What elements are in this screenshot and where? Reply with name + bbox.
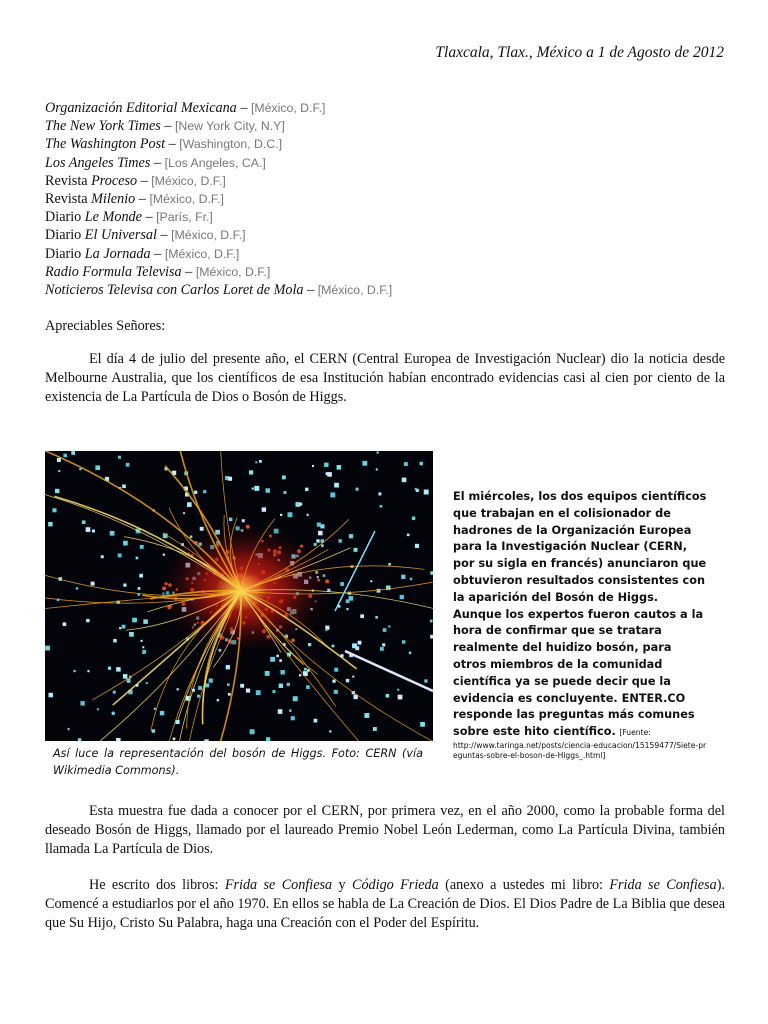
recipient-dash: –: [165, 136, 180, 153]
detector-hit: [86, 619, 89, 622]
detector-hit: [250, 729, 255, 734]
detector-hit: [354, 548, 358, 552]
detector-hit: [95, 465, 100, 470]
detector-hit: [340, 582, 344, 586]
detector-hit: [142, 650, 146, 654]
detector-hit: [143, 619, 147, 623]
detector-hit: [314, 719, 318, 723]
date-line: Tlaxcala, Tlax., México a 1 de Agosto de 2012: [435, 44, 724, 61]
recipient-dash: –: [150, 154, 165, 171]
detector-hit: [388, 563, 391, 566]
detector-hit: [326, 472, 329, 475]
recipient-dash: –: [156, 227, 172, 244]
detector-hit: [370, 580, 372, 582]
detector-hit: [82, 520, 86, 524]
detector-hit: [424, 490, 429, 495]
detector-hit: [45, 646, 50, 651]
recipient-name: The New York Times: [45, 118, 161, 135]
detector-hit: [376, 468, 378, 470]
detector-hit: [227, 683, 230, 686]
recipient-name: Los Angeles Times: [45, 154, 151, 171]
collision-visualization: [45, 451, 433, 741]
detector-hit: [420, 722, 425, 727]
detector-hit: [352, 643, 357, 648]
detector-hit: [265, 671, 270, 676]
detector-hit: [142, 646, 144, 648]
detector-hit: [204, 739, 209, 741]
book-title-1: Frida se Confiesa: [224, 877, 333, 893]
detector-hit: [430, 620, 433, 623]
detector-hit: [76, 587, 78, 589]
books-text-1: He escrito dos libros:: [89, 877, 225, 893]
book-title-2: Código Frieda: [351, 877, 439, 893]
detector-hit: [430, 571, 433, 574]
recipient-location: [París, Fr.]: [156, 210, 213, 225]
detector-hit: [324, 463, 328, 467]
detector-hit: [332, 645, 335, 648]
detector-hit: [293, 696, 298, 701]
detector-hit: [278, 709, 283, 714]
detector-hit: [312, 465, 314, 467]
detector-hit: [140, 640, 142, 642]
recipient-dash: –: [236, 100, 251, 116]
detector-hit: [334, 483, 339, 488]
detector-hit: [262, 507, 266, 511]
recipient-name: Milenio: [91, 191, 136, 208]
detector-hit: [160, 711, 164, 715]
detector-hit: [52, 508, 56, 512]
detector-hit: [252, 488, 254, 490]
detector-hit: [402, 478, 407, 483]
detector-hit: [316, 539, 319, 542]
detector-hit: [116, 667, 120, 671]
detector-hit: [321, 544, 324, 547]
recipient-location: [México, D.F.]: [250, 101, 326, 115]
detector-hit: [330, 492, 335, 497]
recipient-row: [45, 208, 392, 226]
recipient-dash: –: [303, 282, 318, 299]
detector-hit: [255, 461, 257, 463]
detector-hit: [332, 680, 335, 683]
detector-hit: [308, 643, 311, 646]
detector-hit: [402, 640, 405, 643]
recipient-dash: –: [141, 209, 157, 226]
detector-hit: [173, 738, 176, 741]
detector-hit: [246, 688, 250, 692]
detector-hit: [349, 534, 353, 538]
detector-hit: [177, 688, 179, 690]
figure-caption: Así luce la representación del bosón de Higgs. Foto: CERN (vía Wikimedia Commons).: [53, 747, 423, 777]
detector-hit: [108, 667, 111, 670]
detector-hit: [249, 470, 253, 474]
detector-hit: [266, 488, 270, 492]
detector-hit: [118, 553, 122, 557]
recipient-location: [México, D.F.]: [195, 264, 271, 279]
news-sidebar: [453, 489, 707, 762]
detector-hit: [407, 534, 410, 537]
detector-hit: [378, 492, 381, 495]
recipient-location: [Washington, D.C.]: [179, 137, 283, 152]
detector-hit: [270, 657, 275, 662]
recipient-row: [45, 135, 392, 153]
detector-hit: [198, 686, 202, 690]
detector-hit: [349, 596, 354, 601]
detector-hit: [126, 463, 130, 467]
detector-hit: [276, 655, 278, 657]
detector-hit: [415, 488, 417, 490]
recipient-name: Organización Editorial Mexicana: [45, 100, 237, 116]
detector-hit: [415, 544, 419, 548]
detector-hit: [338, 539, 341, 542]
recipient-location: [New York City, N.Y]: [174, 119, 285, 134]
detector-hit: [123, 541, 128, 546]
detector-hit: [337, 465, 342, 470]
detector-hit: [183, 512, 185, 514]
detector-hit: [92, 529, 95, 532]
detector-hit: [397, 689, 399, 691]
recipient-prefix: Revista: [45, 172, 92, 189]
sidebar-text: El miércoles, los dos equipos científicos que trabajan en el colisionador de hadrones de la Organización Europea para la Investigación Nuclear (CERN, por su sigla en francés) anunciaron que obtuvieron resultados consistentes con la aparición del Bosón de Higgs. Aunque los expertos fueron cautos a la hora de confirmar que se tratara realmente del huidizo bosón, para otros miembros de la comunidad científica ya se puede decir que la evidencia es concluyente. ENTER.CO responde las preguntas más comunes sobre este hito científico.: [453, 490, 707, 739]
paragraph-sample: Esta muestra fue dada a conocer por el CERN, por primera vez, en el año 2000, como la probable forma del deseado Bosón de Higgs, llamado por el laureado Premio Nobel León Lederman, como La Partícula Divina, también llamada La Partícula de Dios.: [45, 803, 725, 857]
detector-hit: [63, 622, 67, 626]
recipient-location: [México, D.F.]: [149, 192, 224, 207]
detector-hit: [112, 712, 115, 715]
detector-hit: [266, 737, 270, 741]
detector-hit: [55, 489, 59, 493]
recipient-list: [45, 99, 392, 299]
detector-hit: [386, 694, 390, 698]
detector-hit: [209, 678, 213, 682]
recipient-dash: –: [160, 118, 175, 135]
recipient-name: Radio Formula Televisa: [45, 263, 182, 280]
detector-hit: [295, 502, 300, 507]
detector-hit: [123, 674, 128, 679]
detector-hit: [113, 639, 116, 642]
detector-hit: [334, 668, 338, 672]
detector-hit: [317, 522, 321, 526]
recipient-row: [45, 226, 392, 244]
recipient-name: Proceso: [91, 172, 138, 189]
detector-hit: [307, 514, 309, 516]
paragraph-books: [45, 876, 725, 933]
recipient-name: El Universal: [84, 227, 157, 244]
detector-hit: [48, 522, 52, 526]
detector-hit: [409, 652, 411, 654]
detector-hit: [358, 641, 362, 645]
detector-hit: [228, 477, 232, 481]
detector-hit: [376, 451, 378, 453]
detector-hit: [71, 451, 75, 455]
detector-hit: [119, 627, 121, 629]
detector-hit: [63, 454, 67, 458]
detector-hit: [146, 682, 148, 684]
detector-hit: [139, 574, 143, 578]
detector-hit: [259, 460, 262, 463]
detector-hit: [360, 614, 364, 618]
higgs-event-image: [45, 451, 433, 741]
detector-hit: [383, 628, 387, 632]
detector-hit: [205, 683, 209, 687]
detector-hit: [380, 505, 383, 508]
detector-hit: [380, 647, 384, 651]
recipient-name: The Washington Post: [45, 136, 166, 153]
detector-hit: [194, 491, 197, 494]
book-title-3: Frida se Confiesa: [609, 877, 717, 893]
detector-hit: [279, 684, 283, 688]
detector-hit: [140, 545, 144, 549]
detector-hit: [67, 728, 69, 730]
detector-hit: [282, 476, 286, 480]
detector-hit: [187, 502, 192, 507]
detector-hit: [287, 683, 290, 686]
detector-hit: [299, 674, 301, 676]
detector-hit: [283, 491, 286, 494]
detector-hit: [152, 729, 155, 732]
detector-hit: [86, 527, 91, 532]
detector-hit: [175, 720, 179, 724]
detector-hit: [352, 676, 354, 678]
detector-hit: [329, 730, 331, 732]
detector-hit: [420, 462, 423, 465]
detector-hit: [203, 490, 206, 493]
detector-hit: [356, 488, 359, 491]
detector-hit: [123, 584, 126, 587]
recipient-row: [45, 154, 392, 172]
detector-hit: [306, 685, 310, 689]
detector-hit: [118, 456, 121, 459]
detector-hit: [154, 708, 156, 710]
detector-hit: [113, 691, 116, 694]
detector-hit: [122, 484, 126, 488]
source-url: http://www.taringa.net/posts/ciencia-educacion/15159477/Siete-preguntas-sobre-el-boson-de-Higgs_.html]: [453, 740, 707, 761]
detector-hit: [57, 458, 61, 462]
detector-hit: [318, 531, 323, 536]
recipient-prefix: Diario: [45, 227, 85, 244]
detector-hit: [279, 659, 282, 662]
detector-hit: [410, 578, 412, 580]
detector-hit: [110, 531, 115, 536]
detector-hit: [129, 632, 134, 637]
books-text-4: ). Comencé a estudiarlos por el año 1970. En ellos se habla de La Creación de Dios. El Dios Padre de La Biblia que desea que Su Hijo, Cristo Su Palabra, haga una Creación con el Poder del Espíritu.: [45, 877, 725, 931]
detector-hit: [280, 670, 284, 674]
recipient-location: [Los Angeles, CA.]: [164, 155, 266, 170]
recipient-row: [45, 190, 392, 208]
books-text-3: (anexo a ustedes mi libro:: [438, 877, 610, 893]
detector-hit: [377, 589, 381, 593]
detector-hit: [80, 701, 84, 705]
detector-hit: [382, 643, 385, 646]
detector-hit: [136, 557, 139, 560]
detector-hit: [73, 670, 75, 672]
recipient-prefix: Diario: [45, 245, 85, 262]
detector-hit: [58, 470, 60, 472]
detector-hit: [101, 555, 104, 558]
detector-hit: [412, 517, 415, 520]
detector-hit: [240, 684, 244, 688]
detector-hit: [122, 625, 126, 629]
detector-hit: [256, 690, 261, 695]
recipient-prefix: Revista: [45, 191, 92, 208]
detector-hit: [375, 616, 378, 619]
detector-hit: [346, 679, 349, 682]
detector-hit: [226, 665, 230, 669]
detector-hit: [132, 618, 137, 623]
detector-hit: [346, 608, 348, 610]
detector-hit: [97, 708, 99, 710]
detector-hit: [362, 461, 367, 466]
recipient-dash: –: [137, 172, 152, 189]
detector-hit: [334, 690, 338, 694]
detector-hit: [305, 488, 308, 491]
recipient-name: Le Monde: [84, 209, 142, 226]
detector-hit: [404, 462, 408, 466]
recipient-prefix: Diario: [45, 209, 85, 226]
source-label: [Fuente:: [619, 728, 651, 738]
paragraph-intro: El día 4 de julio del presente año, el CERN (Central Europea de Investigación Nuclear) dio la noticia desde Melbourne Australia, que los científicos de esa Institución habían encontrado evidencias casi al cien por ciento de la existencia de La Partícula de Dios o Bosón de Higgs.: [45, 351, 725, 405]
detector-hit: [325, 629, 327, 631]
detector-hit: [291, 716, 295, 720]
recipient-row: [45, 117, 392, 135]
detector-hit: [424, 679, 427, 682]
detector-hit: [254, 486, 259, 491]
detector-hit: [48, 693, 53, 698]
recipient-row: [45, 245, 392, 263]
recipient-name: La Jornada: [84, 245, 151, 262]
recipient-location: [México, D.F.]: [151, 173, 226, 188]
detector-hit: [228, 693, 231, 696]
detector-hit: [400, 595, 404, 599]
detector-hit: [401, 575, 405, 579]
detector-hit: [91, 582, 95, 586]
detector-hit: [289, 709, 291, 711]
books-text-2: y: [332, 877, 352, 893]
detector-hit: [304, 668, 307, 671]
detector-hit: [197, 695, 200, 698]
detector-hit: [398, 695, 403, 700]
recipient-dash: –: [150, 245, 165, 262]
recipient-row: [45, 281, 392, 299]
detector-hit: [430, 635, 433, 639]
detector-hit: [280, 514, 282, 516]
recipient-location: [México, D.F.]: [317, 283, 393, 298]
recipient-location: [México, D.F.]: [164, 246, 240, 261]
recipient-dash: –: [181, 263, 196, 280]
recipient-row: [45, 99, 392, 117]
detector-hit: [87, 670, 89, 672]
detector-hit: [217, 699, 219, 701]
detector-hit: [373, 727, 377, 731]
detector-hit: [272, 690, 275, 693]
detector-hit: [78, 738, 81, 741]
recipient-location: [México, D.F.]: [171, 228, 246, 243]
detector-hit: [388, 625, 390, 627]
detector-hit: [138, 587, 141, 590]
detector-hit: [116, 738, 121, 741]
recipient-dash: –: [135, 191, 150, 208]
recipient-row: [45, 263, 392, 281]
recipient-row: [45, 172, 392, 190]
salutation: Apreciables Señores:: [45, 318, 166, 334]
detector-hit: [287, 512, 292, 517]
detector-hit: [364, 713, 369, 718]
recipient-name: Noticieros Televisa con Carlos Loret de Mola: [45, 282, 304, 299]
